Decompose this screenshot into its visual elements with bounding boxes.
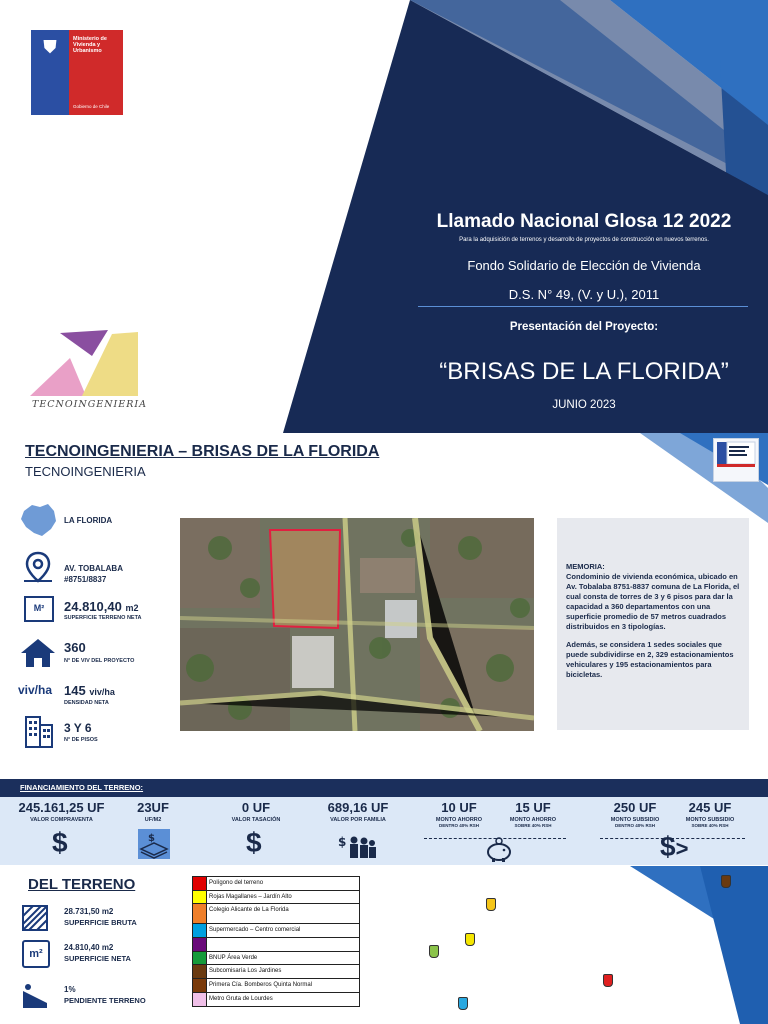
map-marker-icon bbox=[603, 974, 613, 987]
slide-title: TECNOINGENIERIA – BRISAS DE LA FLORIDA bbox=[25, 443, 380, 460]
terreno-superficie-bruta bbox=[20, 903, 190, 935]
legend-row: BNUP Área Verde bbox=[193, 952, 359, 966]
fin-item-tasacion: 0 UF VALOR TASACIÓN bbox=[231, 800, 281, 823]
svg-text:$: $ bbox=[338, 835, 347, 849]
fin-item-uf-m2: 23UF UF/M2 bbox=[137, 800, 169, 823]
svg-text:$: $ bbox=[148, 833, 155, 844]
terreno-pendiente bbox=[20, 981, 190, 1013]
stat-pisos bbox=[18, 715, 168, 751]
cover-subtitle: Para la adquisición de terrenos y desarrollo de proyectos de construcción en nuevos terrenos. bbox=[459, 237, 709, 243]
stat-superficie bbox=[18, 593, 168, 629]
stat-comuna bbox=[18, 503, 168, 541]
cover-title: Llamado Nacional Glosa 12 2022 bbox=[436, 211, 732, 232]
memoria-paragraph-1: Condominio de vivienda económica, ubicado en Av. Tobalaba 8751-8837 comuna de La Florida, el cual consta de torres de 3 y 6 pisos para dar la capacidad a 360 departamentos con una superficie promedio de 57 metros cuadrados distribuidos en 3 tipologías. bbox=[566, 572, 740, 631]
project-summary-slide bbox=[0, 433, 768, 1024]
densidad-caption: DENSIDAD NETA bbox=[64, 700, 109, 706]
superficie-neta-value: 24.810,40 m2 bbox=[64, 943, 114, 952]
legend-row: Subcomisaría Los Jardines bbox=[193, 965, 359, 979]
stat-viviendas bbox=[18, 636, 168, 672]
superficie-bruta-caption: SUPERFICIE BRUTA bbox=[64, 918, 137, 927]
legend-row: Supermercado – Centro comercial bbox=[193, 924, 359, 938]
aerial-site-photo bbox=[180, 518, 534, 731]
superficie-unit: m2 bbox=[125, 603, 139, 613]
cover-presentation-label: Presentación del Proyecto: bbox=[509, 321, 659, 333]
map-marker-icon bbox=[458, 997, 468, 1010]
legend-row: Primera Cía. Bomberos Quinta Normal bbox=[193, 979, 359, 993]
memoria-box bbox=[557, 518, 749, 730]
fin-item-familia: 689,16 UF VALOR POR FAMILIA bbox=[327, 800, 389, 823]
viviendas-value: 360 bbox=[64, 640, 86, 655]
address-line-1: AV. TOBALABA bbox=[64, 564, 123, 573]
dollar-icon: $ bbox=[52, 827, 68, 858]
ministerio-small-logo bbox=[713, 438, 759, 482]
land-price-icon bbox=[138, 829, 170, 859]
map-legend bbox=[192, 876, 360, 1007]
slope-icon bbox=[20, 981, 50, 1011]
superficie-bruta-value: 28.731,50 m2 bbox=[64, 907, 114, 916]
cover-decree: D.S. N° 49, (V. y U.), 2011 bbox=[508, 287, 660, 302]
superficie-neta-caption: SUPERFICIE NETA bbox=[64, 954, 131, 963]
pendiente-value: 1% bbox=[64, 985, 76, 994]
financiamiento-heading: FINANCIAMIENTO DEL TERRENO: bbox=[20, 783, 144, 792]
slide-subtitle: TECNOINGENIERIA bbox=[25, 464, 146, 479]
dollar-icon: $ bbox=[246, 827, 262, 858]
pisos-caption: N° DE PISOS bbox=[64, 737, 98, 743]
square-meters-icon: M² bbox=[24, 596, 54, 622]
ministry-name: Ministerio de Vivienda y Urbanismo bbox=[73, 36, 107, 54]
fin-item-subsidio-dentro: 250 UF MONTO SUBSIDIO DENTRO 40% RSH bbox=[610, 800, 660, 828]
pendiente-caption: PENDIENTE TERRENO bbox=[64, 996, 146, 1005]
cover-fondo: Fondo Solidario de Elección de Vivienda bbox=[467, 258, 701, 273]
cover-slide bbox=[0, 0, 768, 433]
legend-row: Metro Gruta de Lourdes bbox=[193, 993, 359, 1007]
house-icon bbox=[18, 636, 58, 670]
hatched-area-icon bbox=[20, 903, 50, 933]
subsidy-dollar-icon: $> bbox=[660, 831, 689, 862]
tecnoingenieria-brand-text: TECNOINGENIERIA bbox=[32, 399, 147, 410]
gov-name: Gobierno de Chile bbox=[73, 104, 110, 109]
fin-item-compraventa: 245.161,25 UF VALOR COMPRAVENTA bbox=[18, 800, 105, 823]
chile-coat-of-arms-icon: ⛊ bbox=[43, 37, 57, 57]
cover-project-name: “BRISAS DE LA FLORIDA” bbox=[439, 358, 729, 385]
piggy-bank-icon bbox=[484, 837, 514, 863]
tecnoingenieria-logo bbox=[30, 328, 147, 414]
pisos-value: 3 Y 6 bbox=[64, 721, 92, 735]
stat-densidad bbox=[18, 681, 168, 717]
map-marker-icon bbox=[465, 933, 475, 946]
family-money-icon bbox=[338, 832, 378, 860]
comuna-name: LA FLORIDA bbox=[64, 516, 113, 525]
viviendas-caption: N° DE VIV DEL PROYECTO bbox=[64, 658, 135, 664]
legend-row bbox=[193, 938, 359, 952]
superficie-caption: SUPERFICIE TERRENO NETA bbox=[64, 615, 142, 621]
cover-divider bbox=[418, 306, 748, 307]
chile-region-map-icon bbox=[18, 503, 58, 537]
cover-date: JUNIO 2023 bbox=[552, 399, 616, 411]
stat-address bbox=[18, 551, 168, 591]
legend-row: Rojas Magallanes – Jardín Alto bbox=[193, 891, 359, 905]
memoria-paragraph-2: Además, se considera 1 sedes sociales que puede subdividirse en 2, 329 estacionamientos vehiculares y 195 estacionamientos para bicicletas. bbox=[566, 640, 734, 679]
address-line-2: #8751/8837 bbox=[64, 575, 107, 584]
fin-item-ahorro-sobre: 15 UF MONTO AHORRO SOBRE 40% RSH bbox=[509, 800, 557, 828]
del-terreno-title: DEL TERRENO bbox=[28, 876, 136, 893]
square-meters-icon: m² bbox=[22, 940, 50, 968]
ministerio-logo bbox=[31, 30, 123, 115]
superficie-value: 24.810,40 bbox=[64, 599, 122, 614]
tecnoingenieria-logo-mark-icon bbox=[30, 328, 142, 398]
density-icon: viv/ha bbox=[18, 683, 53, 697]
building-icon bbox=[18, 715, 58, 749]
legend-row: Polígono del terreno bbox=[193, 877, 359, 891]
map-marker-icon bbox=[721, 875, 731, 888]
financiamiento-header bbox=[0, 779, 768, 797]
legend-row: Colegio Alicante de La Florida bbox=[193, 904, 359, 924]
densidad-unit: viv/ha bbox=[89, 687, 115, 697]
fin-item-subsidio-sobre: 245 UF MONTO SUBSIDIO SOBRE 40% RSH bbox=[685, 800, 735, 828]
fin-item-ahorro-dentro: 10 UF MONTO AHORRO DENTRO 40% RSH bbox=[435, 800, 483, 828]
location-pin-icon bbox=[18, 551, 58, 585]
map-marker-icon bbox=[486, 898, 496, 911]
cover-text-block bbox=[400, 0, 768, 433]
densidad-value: 145 bbox=[64, 683, 86, 698]
map-marker-icon bbox=[429, 945, 439, 958]
terreno-superficie-neta bbox=[20, 939, 190, 973]
memoria-heading: MEMORIA: bbox=[566, 562, 605, 571]
financiamiento-band bbox=[0, 797, 768, 865]
